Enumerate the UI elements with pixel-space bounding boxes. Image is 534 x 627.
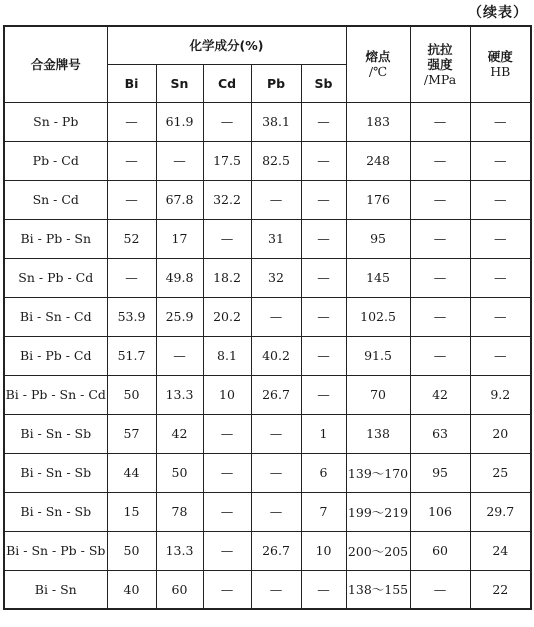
table-cell: — <box>410 180 470 219</box>
table-cell: 53.9 <box>107 297 156 336</box>
table-row <box>4 531 531 570</box>
table-cell: — <box>251 453 301 492</box>
table-cell: 42 <box>410 375 470 414</box>
table-cell: 25 <box>470 453 531 492</box>
table-cell: — <box>107 141 156 180</box>
header-row-1 <box>4 26 531 64</box>
table-cell: — <box>301 141 346 180</box>
table-cell: — <box>301 570 346 609</box>
table-cell: 52 <box>107 219 156 258</box>
col-header-sn: Sn <box>156 64 203 102</box>
table-cell: 38.1 <box>251 102 301 141</box>
table-cell: 29.7 <box>470 492 531 531</box>
table-cell: 61.9 <box>156 102 203 141</box>
table-cell: 6 <box>301 453 346 492</box>
table-row <box>4 219 531 258</box>
alloy-grade-cell: Bi - Pb - Cd <box>4 336 107 375</box>
alloy-grade-cell: Bi - Sn - Sb <box>4 453 107 492</box>
table-cell: — <box>251 180 301 219</box>
alloy-grade-cell: Sn - Pb <box>4 102 107 141</box>
table-cell: — <box>301 375 346 414</box>
table-row <box>4 375 531 414</box>
table-cell: — <box>203 414 251 453</box>
table-cell: — <box>203 531 251 570</box>
table-cell: 7 <box>301 492 346 531</box>
alloy-grade-cell: Sn - Cd <box>4 180 107 219</box>
table-cell: — <box>470 180 531 219</box>
col-header-melting-point: 熔点 /℃ <box>346 26 410 102</box>
col-header-sb: Sb <box>301 64 346 102</box>
table-cell: — <box>470 219 531 258</box>
table-cell: — <box>203 219 251 258</box>
table-cell: 9.2 <box>470 375 531 414</box>
table-cell: — <box>301 219 346 258</box>
table-cell: — <box>410 297 470 336</box>
table-cell: — <box>251 414 301 453</box>
table-cell: 13.3 <box>156 375 203 414</box>
alloy-grade-cell: Bi - Sn - Cd <box>4 297 107 336</box>
table-cell: 32.2 <box>203 180 251 219</box>
table-cell: — <box>203 570 251 609</box>
table-cell: — <box>410 336 470 375</box>
table-cell: 50 <box>107 531 156 570</box>
col-header-grade: 合金牌号 <box>4 26 107 102</box>
table-cell: 25.9 <box>156 297 203 336</box>
table-row <box>4 297 531 336</box>
table-cell: 82.5 <box>251 141 301 180</box>
table-cell: — <box>301 258 346 297</box>
table-cell: — <box>251 297 301 336</box>
table-cell: 42 <box>156 414 203 453</box>
table-row <box>4 414 531 453</box>
table-cell: 183 <box>346 102 410 141</box>
table-row <box>4 336 531 375</box>
col-header-bi: Bi <box>107 64 156 102</box>
table-cell: 139～170 <box>346 453 410 492</box>
table-cell: 145 <box>346 258 410 297</box>
table-cell: — <box>410 141 470 180</box>
table-row <box>4 141 531 180</box>
table-cell: 200～205 <box>346 531 410 570</box>
table-cell: 248 <box>346 141 410 180</box>
alloy-grade-cell: Bi - Pb - Sn - Cd <box>4 375 107 414</box>
table-cell: — <box>107 180 156 219</box>
table-cell: 8.1 <box>203 336 251 375</box>
table-cell: 67.8 <box>156 180 203 219</box>
table-cell: — <box>470 141 531 180</box>
alloy-grade-cell: Sn - Pb - Cd <box>4 258 107 297</box>
table-cell: 40.2 <box>251 336 301 375</box>
table-cell: 91.5 <box>346 336 410 375</box>
table-cell: — <box>410 258 470 297</box>
table-row <box>4 258 531 297</box>
table-cell: — <box>410 219 470 258</box>
table-cell: 20.2 <box>203 297 251 336</box>
col-header-cd: Cd <box>203 64 251 102</box>
table-cell: 32 <box>251 258 301 297</box>
table-cell: 70 <box>346 375 410 414</box>
table-cell: — <box>251 492 301 531</box>
table-cell: 31 <box>251 219 301 258</box>
table-cell: 102.5 <box>346 297 410 336</box>
table-cell: 60 <box>156 570 203 609</box>
alloy-grade-cell: Pb - Cd <box>4 141 107 180</box>
table-cell: — <box>470 297 531 336</box>
table-cell: 78 <box>156 492 203 531</box>
col-header-tensile-strength: 抗拉 强度 /MPa <box>410 26 470 102</box>
table-cell: 40 <box>107 570 156 609</box>
table-cell: 95 <box>410 453 470 492</box>
alloy-grade-cell: Bi - Pb - Sn <box>4 219 107 258</box>
table-cell: 17 <box>156 219 203 258</box>
table-cell: 15 <box>107 492 156 531</box>
table-row <box>4 453 531 492</box>
table-cell: 1 <box>301 414 346 453</box>
table-cell: 138 <box>346 414 410 453</box>
table-cell: 13.3 <box>156 531 203 570</box>
table-cell: — <box>470 336 531 375</box>
table-cell: 17.5 <box>203 141 251 180</box>
col-header-pb: Pb <box>251 64 301 102</box>
table-cell: — <box>203 102 251 141</box>
table-cell: 10 <box>301 531 346 570</box>
table-cell: — <box>470 258 531 297</box>
table-cell: 95 <box>346 219 410 258</box>
table-body <box>4 102 531 609</box>
table-cell: 138～155 <box>346 570 410 609</box>
table-cell: — <box>410 570 470 609</box>
continued-label: （续表） <box>468 5 528 21</box>
alloy-grade-cell: Bi - Sn - Sb <box>4 492 107 531</box>
table-cell: 18.2 <box>203 258 251 297</box>
table-cell: — <box>470 102 531 141</box>
table-cell: 44 <box>107 453 156 492</box>
table-cell: — <box>156 336 203 375</box>
table-cell: 51.7 <box>107 336 156 375</box>
col-header-composition: 化学成分(%) <box>107 26 346 64</box>
table-cell: 50 <box>107 375 156 414</box>
alloy-grade-cell: Bi - Sn - Pb - Sb <box>4 531 107 570</box>
table-cell: 60 <box>410 531 470 570</box>
table-cell: — <box>156 141 203 180</box>
table-cell: — <box>301 336 346 375</box>
table-cell: — <box>251 570 301 609</box>
col-header-hardness: 硬度 HB <box>470 26 531 102</box>
table-cell: 50 <box>156 453 203 492</box>
table-cell: 10 <box>203 375 251 414</box>
table-cell: 176 <box>346 180 410 219</box>
alloy-properties-table <box>3 25 532 610</box>
table-row <box>4 570 531 609</box>
table-cell: — <box>410 102 470 141</box>
table-row <box>4 492 531 531</box>
table-cell: 106 <box>410 492 470 531</box>
table-cell: — <box>107 102 156 141</box>
table-cell: 57 <box>107 414 156 453</box>
table-cell: — <box>107 258 156 297</box>
alloy-grade-cell: Bi - Sn - Sb <box>4 414 107 453</box>
table-cell: 63 <box>410 414 470 453</box>
table-cell: — <box>301 180 346 219</box>
table-cell: 49.8 <box>156 258 203 297</box>
table-cell: 26.7 <box>251 531 301 570</box>
alloy-grade-cell: Bi - Sn <box>4 570 107 609</box>
table-cell: 20 <box>470 414 531 453</box>
table-cell: 199～219 <box>346 492 410 531</box>
table-cell: — <box>301 102 346 141</box>
table-row <box>4 102 531 141</box>
table-cell: 24 <box>470 531 531 570</box>
table-cell: — <box>301 297 346 336</box>
table-cell: — <box>203 453 251 492</box>
table-row <box>4 180 531 219</box>
table-cell: — <box>203 492 251 531</box>
table-cell: 26.7 <box>251 375 301 414</box>
table-cell: 22 <box>470 570 531 609</box>
